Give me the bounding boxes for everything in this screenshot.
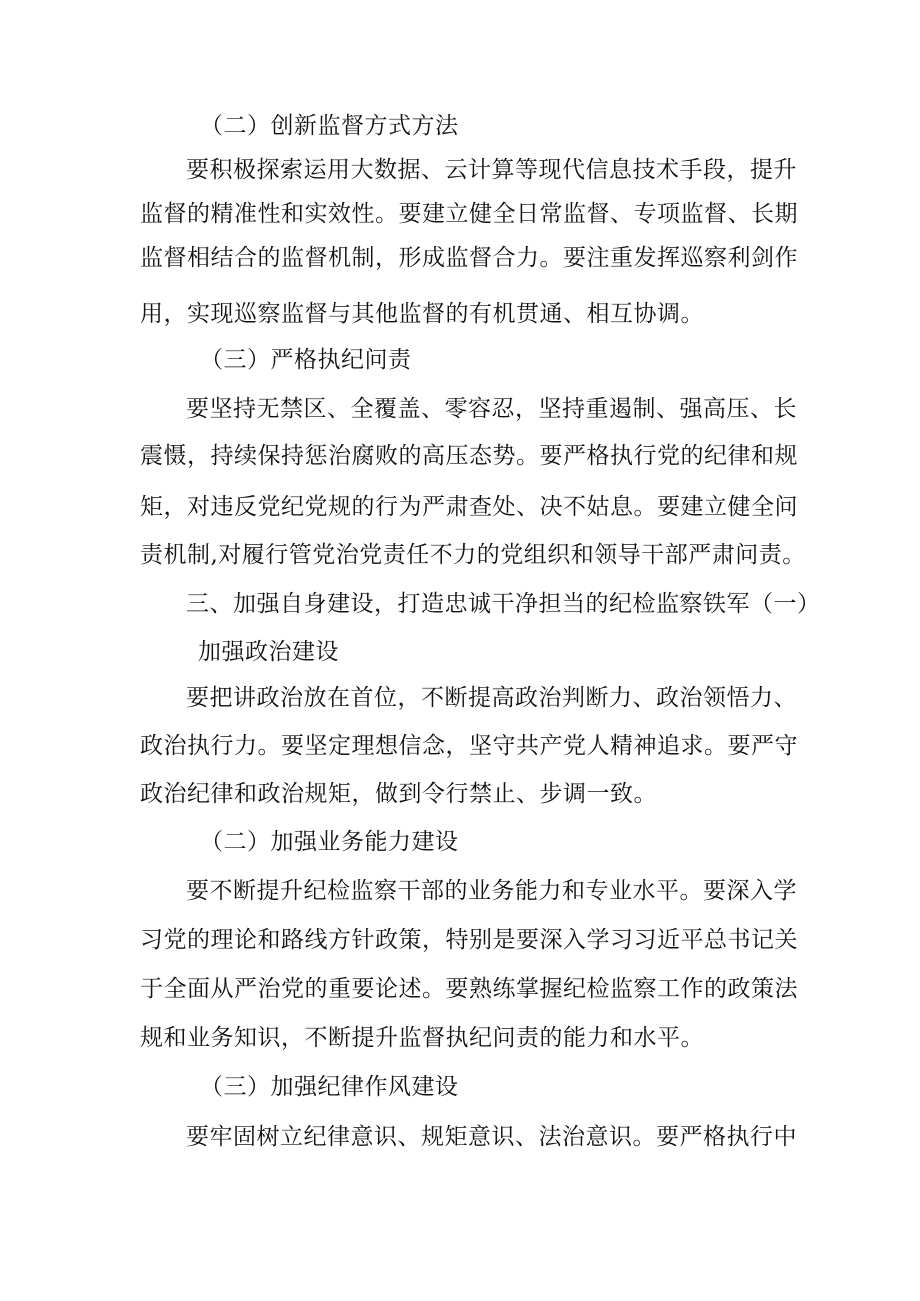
paragraph-line: 监督的精准性和实效性。要建立健全日常监督、专项监督、长期 bbox=[140, 201, 798, 227]
paragraph-line: 政治执行力。要坚定理想信念，坚守共产党人精神追求。要严守 bbox=[140, 733, 798, 759]
chapter-heading-self-building: 三、加强自身建设，打造忠诚干净担当的纪检监察铁军（一） bbox=[186, 591, 821, 617]
paragraph-line: 监督相结合的监督机制，形成监督合力。要注重发挥巡察利剑作 bbox=[140, 245, 798, 271]
section-heading-political-building: 加强政治建设 bbox=[198, 639, 339, 665]
paragraph-line: 震慑，持续保持惩治腐败的高压态势。要严格执行党的纪律和规 bbox=[140, 443, 798, 469]
paragraph-line: 要坚持无禁区、全覆盖、零容忍，坚持重遏制、强高压、长 bbox=[186, 396, 797, 422]
section-heading-discipline-style: （三）加强纪律作风建设 bbox=[200, 1074, 459, 1100]
paragraph-line: 责机制,对履行管党治党责任不力的党组织和领导干部严肃问责。 bbox=[140, 542, 806, 568]
paragraph-line: 要不断提升纪检监察干部的业务能力和专业水平。要深入学 bbox=[186, 878, 797, 904]
paragraph-line: 要牢固树立纪律意识、规矩意识、法治意识。要严格执行中 bbox=[186, 1124, 797, 1150]
paragraph-line: 于全面从严治党的重要论述。要熟练掌握纪检监察工作的政策法 bbox=[140, 976, 798, 1002]
section-heading-strict-discipline: （三）严格执纪问责 bbox=[200, 347, 412, 373]
paragraph-line: 习党的理论和路线方针政策，特别是要深入学习习近平总书记关 bbox=[140, 927, 798, 953]
paragraph-line: 规和业务知识，不断提升监督执纪问责的能力和水平。 bbox=[140, 1025, 704, 1051]
paragraph-line: 要把讲政治放在首位，不断提高政治判断力、政治领悟力、 bbox=[186, 685, 797, 711]
paragraph-line: 矩，对违反党纪党规的行为严肃查处、决不姑息。要建立健全问 bbox=[140, 494, 798, 520]
paragraph-line: 要积极探索运用大数据、云计算等现代信息技术手段，提升 bbox=[186, 157, 797, 183]
paragraph-line: 政治纪律和政治规矩，做到令行禁止、步调一致。 bbox=[140, 781, 657, 807]
section-heading-innovate-supervision: （二）创新监督方式方法 bbox=[200, 113, 459, 139]
paragraph-line: 用，实现巡察监督与其他监督的有机贯通、相互协调。 bbox=[140, 301, 704, 327]
section-heading-business-ability: （二）加强业务能力建设 bbox=[200, 829, 459, 855]
